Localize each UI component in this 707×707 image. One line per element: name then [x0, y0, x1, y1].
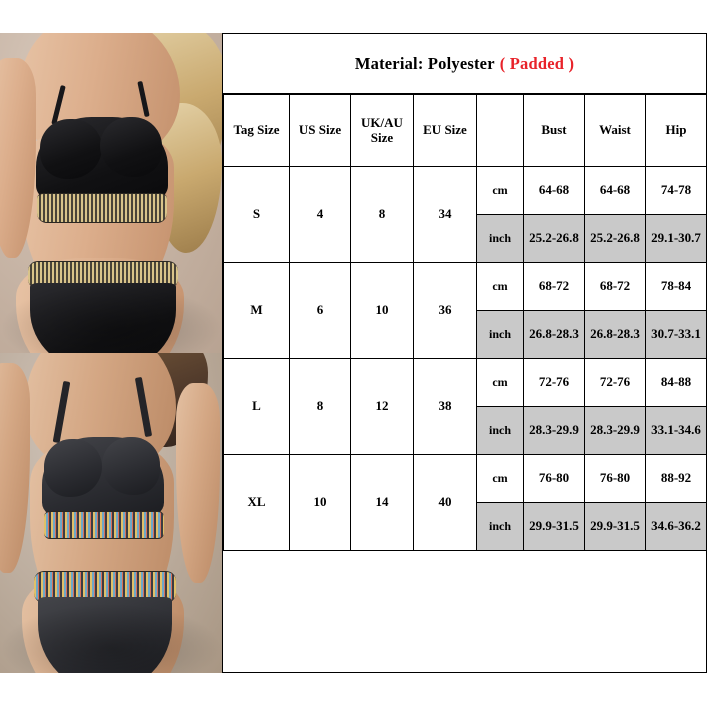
padded-label: ( Padded )	[499, 53, 575, 73]
table-row	[224, 455, 707, 503]
cell-tag-size: L	[224, 359, 290, 455]
cell-bust-cm: 68-72	[524, 263, 585, 311]
cell-waist-inch: 26.8-28.3	[585, 311, 646, 359]
cell-waist-inch: 29.9-31.5	[585, 503, 646, 551]
table-row	[224, 263, 707, 311]
header-hip: Hip	[646, 95, 707, 167]
table-header-row	[224, 95, 707, 167]
cell-unit-inch: inch	[477, 215, 524, 263]
cell-tag-size: XL	[224, 455, 290, 551]
header-tag-size: Tag Size	[224, 95, 290, 167]
cell-hip-cm: 84-88	[646, 359, 707, 407]
cell-hip-cm: 74-78	[646, 167, 707, 215]
cell-waist-inch: 28.3-29.9	[585, 407, 646, 455]
material-title	[223, 34, 706, 94]
cell-bust-inch: 28.3-29.9	[524, 407, 585, 455]
cell-us-size: 4	[290, 167, 351, 263]
product-photo-column	[0, 33, 222, 673]
cell-hip-inch: 34.6-36.2	[646, 503, 707, 551]
cell-waist-cm: 64-68	[585, 167, 646, 215]
cell-tag-size: M	[224, 263, 290, 359]
size-chart	[222, 33, 707, 673]
cell-bust-cm: 76-80	[524, 455, 585, 503]
header-unit	[477, 95, 524, 167]
header-eu-size: EU Size	[414, 95, 477, 167]
photo-2-vignette	[0, 603, 222, 673]
product-photo-2	[0, 353, 222, 673]
cell-waist-inch: 25.2-26.8	[585, 215, 646, 263]
cell-us-size: 10	[290, 455, 351, 551]
cell-bust-cm: 64-68	[524, 167, 585, 215]
cell-unit-cm: cm	[477, 359, 524, 407]
cell-unit-inch: inch	[477, 407, 524, 455]
product-photo-1	[0, 33, 222, 353]
cell-hip-inch: 29.1-30.7	[646, 215, 707, 263]
cell-waist-cm: 68-72	[585, 263, 646, 311]
size-table	[223, 94, 707, 551]
cell-unit-inch: inch	[477, 503, 524, 551]
header-bust: Bust	[524, 95, 585, 167]
material-label: Material: Polyester	[354, 53, 495, 73]
cell-tag-size: S	[224, 167, 290, 263]
model-2-top-trim-band	[44, 511, 164, 539]
table-row	[224, 359, 707, 407]
model-1-top-trim-band	[37, 193, 167, 223]
cell-uk-au-size: 12	[351, 359, 414, 455]
cell-uk-au-size: 14	[351, 455, 414, 551]
cell-unit-cm: cm	[477, 263, 524, 311]
cell-hip-cm: 78-84	[646, 263, 707, 311]
model-1-bikini-top-cup-right	[100, 117, 162, 177]
cell-us-size: 8	[290, 359, 351, 455]
header-uk-au-size-line2: Size	[370, 129, 394, 145]
header-uk-au-size	[351, 95, 414, 167]
cell-waist-cm: 76-80	[585, 455, 646, 503]
model-2-bikini-top-cup-right	[102, 437, 160, 495]
cell-unit-cm: cm	[477, 167, 524, 215]
header-waist: Waist	[585, 95, 646, 167]
cell-uk-au-size: 10	[351, 263, 414, 359]
cell-unit-inch: inch	[477, 311, 524, 359]
cell-eu-size: 34	[414, 167, 477, 263]
cell-bust-inch: 29.9-31.5	[524, 503, 585, 551]
cell-unit-cm: cm	[477, 455, 524, 503]
cell-bust-cm: 72-76	[524, 359, 585, 407]
header-uk-au-size-line1: UK/AU	[361, 115, 403, 131]
cell-eu-size: 36	[414, 263, 477, 359]
cell-us-size: 6	[290, 263, 351, 359]
cell-bust-inch: 26.8-28.3	[524, 311, 585, 359]
header-us-size: US Size	[290, 95, 351, 167]
cell-eu-size: 38	[414, 359, 477, 455]
photo-1-vignette	[0, 283, 222, 353]
cell-hip-inch: 30.7-33.1	[646, 311, 707, 359]
cell-bust-inch: 25.2-26.8	[524, 215, 585, 263]
cell-eu-size: 40	[414, 455, 477, 551]
cell-uk-au-size: 8	[351, 167, 414, 263]
cell-waist-cm: 72-76	[585, 359, 646, 407]
cell-hip-cm: 88-92	[646, 455, 707, 503]
cell-hip-inch: 33.1-34.6	[646, 407, 707, 455]
table-row	[224, 167, 707, 215]
